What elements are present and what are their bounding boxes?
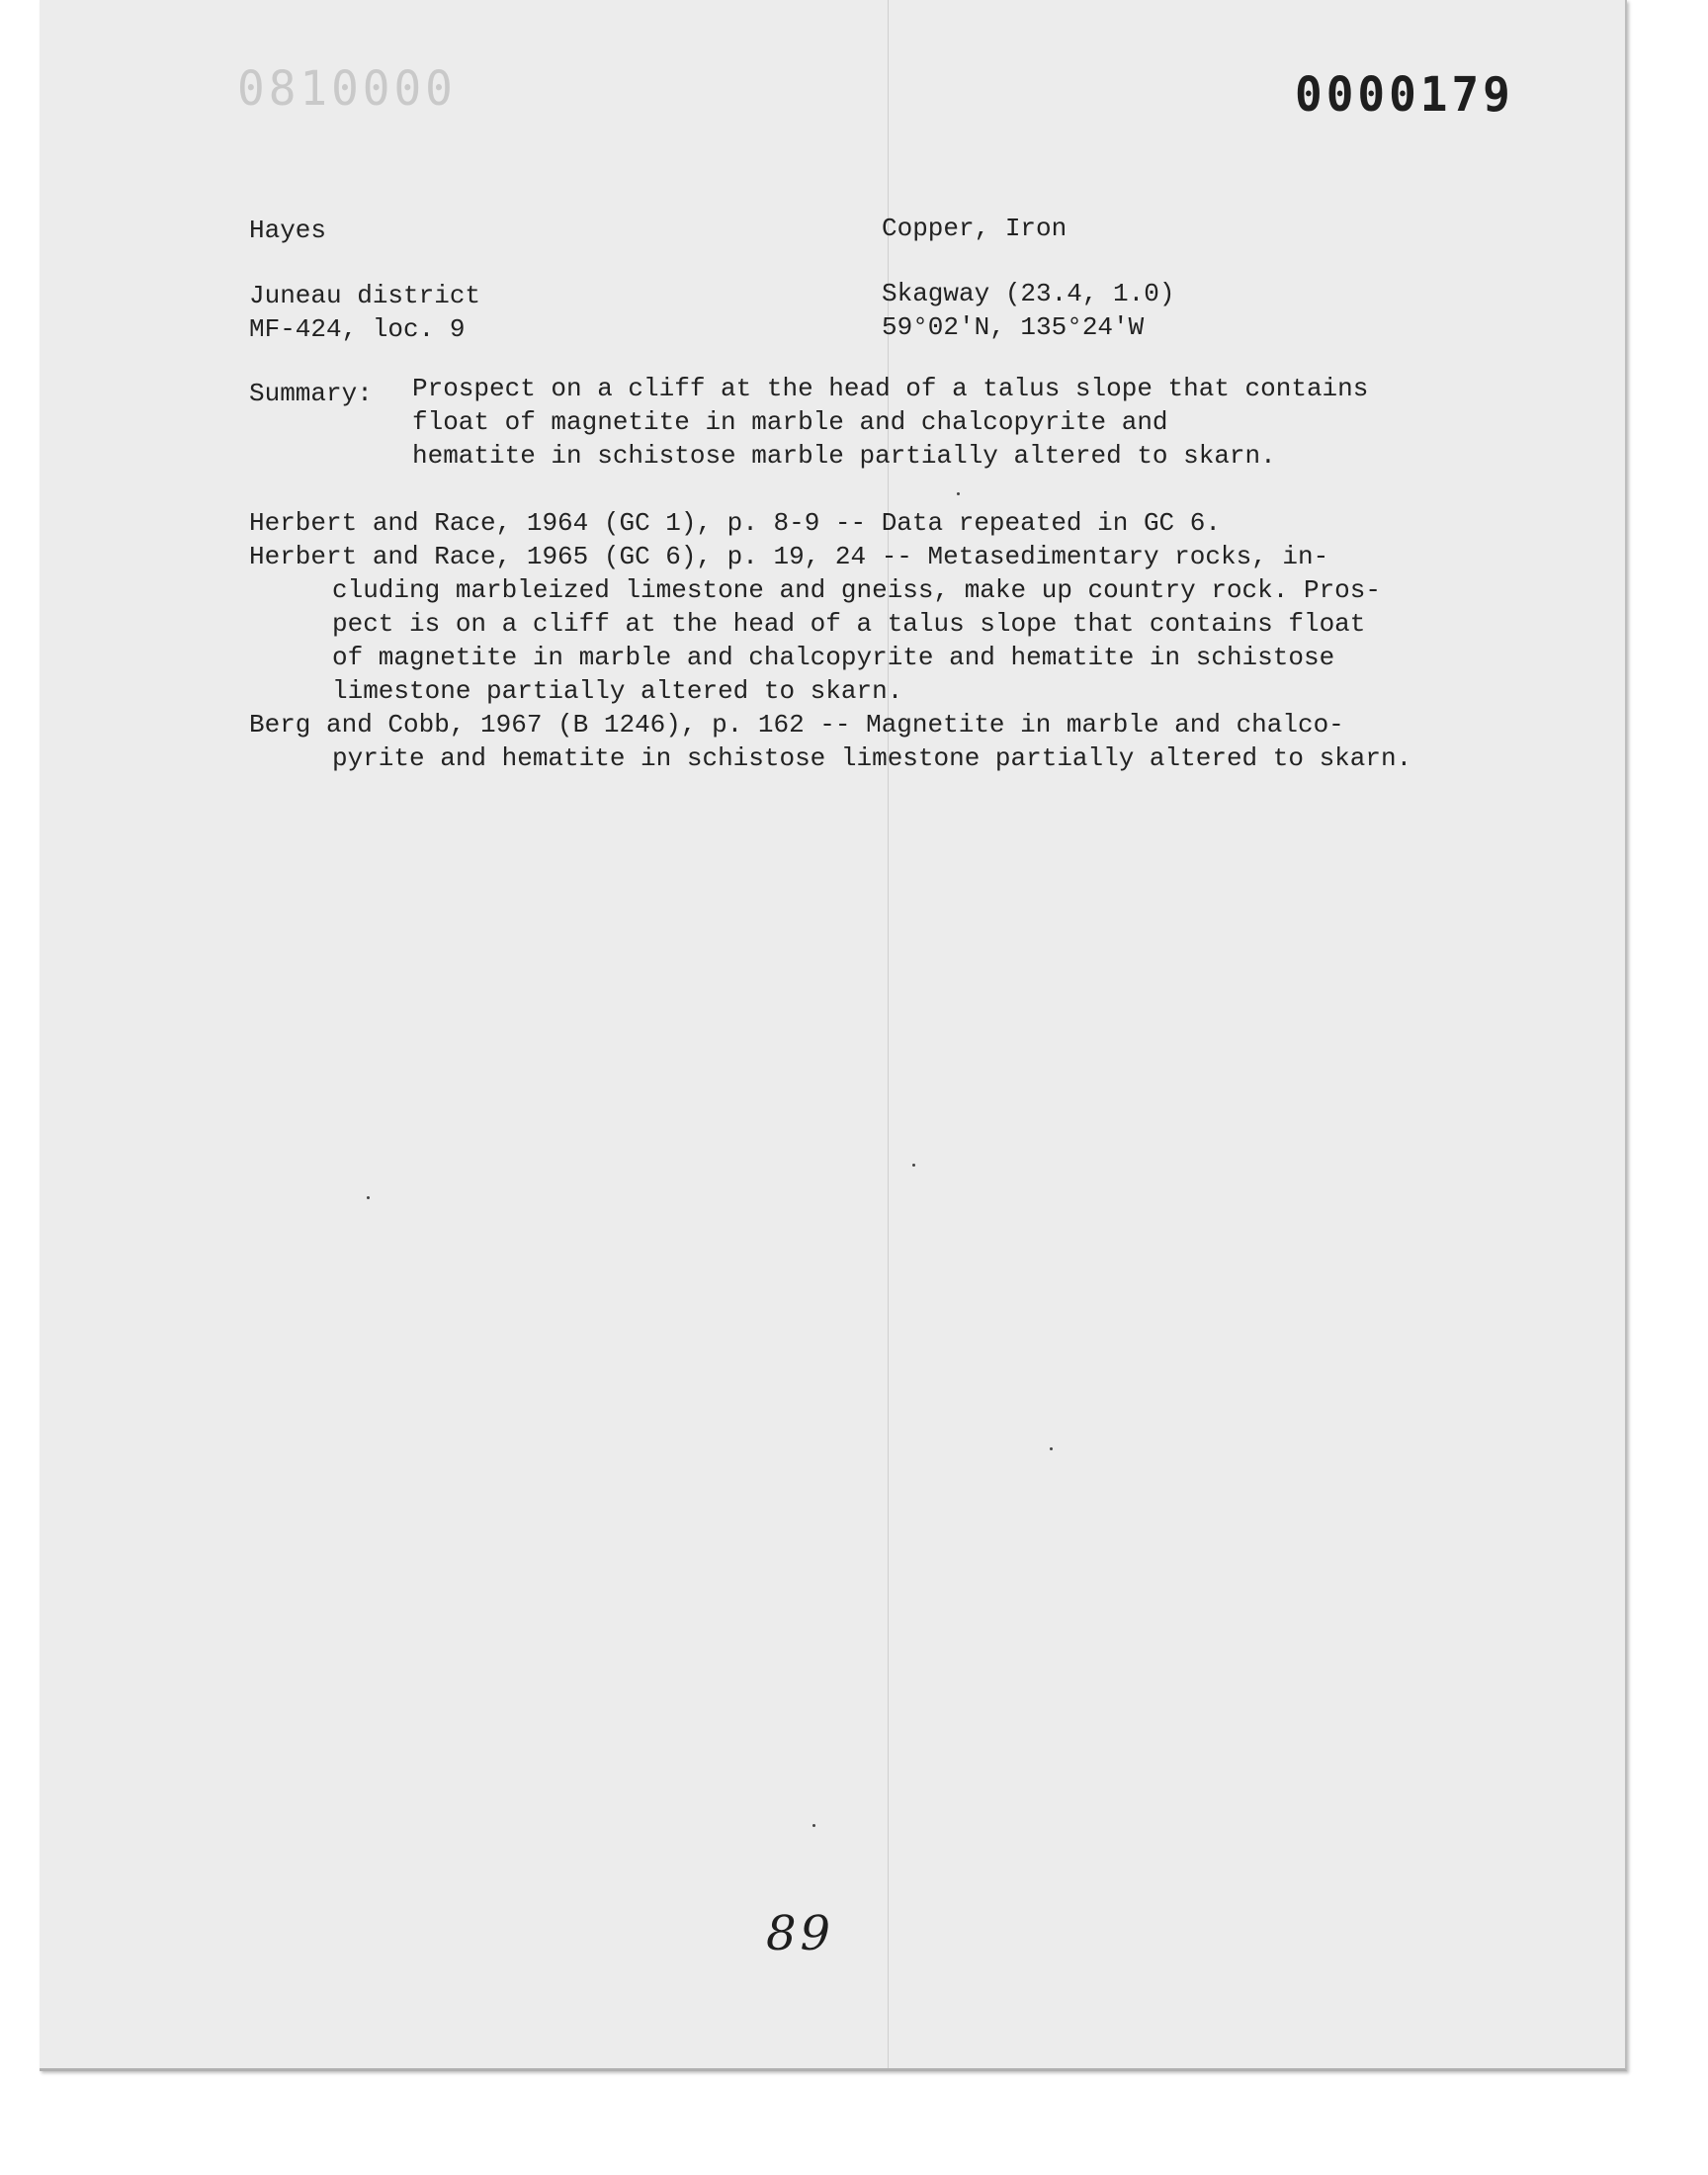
- district: Juneau district: [249, 281, 481, 310]
- summary-label: Summary:: [249, 379, 373, 408]
- summary-line: Prospect on a cliff at the head of a talus slope that contains: [412, 374, 1369, 403]
- reference-line: of magnetite in marble and chalcopyrite and hematite in schistose: [332, 643, 1335, 672]
- scan-speck: [367, 1196, 370, 1199]
- stamp-number-faint: 0810000: [237, 59, 457, 117]
- scan-speck: [912, 1164, 915, 1167]
- reference-line: cluding marbleized limestone and gneiss, make up country rock. Pros-: [332, 575, 1381, 605]
- summary-line: float of magnetite in marble and chalcopyrite and: [412, 407, 1168, 437]
- reference-line: pect is on a cliff at the head of a talus slope that contains float: [332, 609, 1366, 639]
- scan-speck: [812, 1824, 815, 1827]
- reference-line: Berg and Cobb, 1967 (B 1246), p. 162 -- Magnetite in marble and chalco-: [249, 710, 1344, 740]
- document-sheet: [40, 0, 1627, 2071]
- coordinates: 59°02'N, 135°24'W: [882, 312, 1145, 342]
- reference-line: pyrite and hematite in schistose limestone partially altered to skarn.: [332, 743, 1412, 773]
- quadrangle: Skagway (23.4, 1.0): [882, 279, 1175, 308]
- scan-speck: [957, 492, 960, 495]
- prospect-name: Hayes: [249, 216, 327, 245]
- commodity: Copper, Iron: [882, 214, 1068, 243]
- summary-line: hematite in schistose marble partially altered to skarn.: [412, 441, 1276, 471]
- scan-speck: [1050, 1447, 1053, 1450]
- handwritten-page-number: 89: [766, 1906, 835, 1961]
- map-reference: MF-424, loc. 9: [249, 314, 466, 344]
- reference-line: Herbert and Race, 1965 (GC 6), p. 19, 24 -- Metasedimentary rocks, in-: [249, 542, 1329, 571]
- reference-line: limestone partially altered to skarn.: [332, 676, 903, 706]
- reference-line: Herbert and Race, 1964 (GC 1), p. 8-9 -- Data repeated in GC 6.: [249, 508, 1221, 538]
- stamp-number: 0000179: [1295, 65, 1514, 123]
